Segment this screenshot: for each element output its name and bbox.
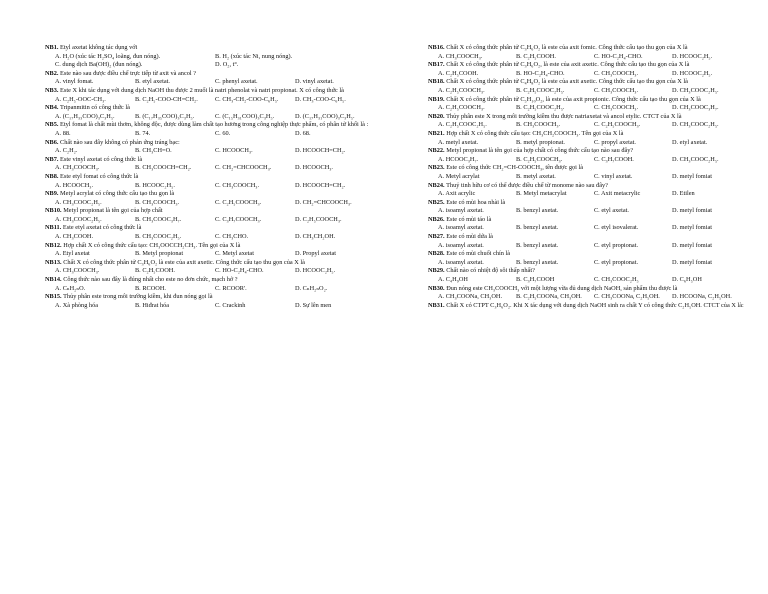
question: [428, 44, 750, 61]
answer-option: D. Propyl axetat: [294, 250, 337, 258]
answer-options: [428, 70, 750, 79]
question-number: NB12.: [45, 241, 62, 249]
answer-option: C. C₃H₇COOCH₃.: [214, 215, 262, 223]
question-text: [45, 224, 375, 233]
answer-option: B. CH₃COOC₃H₇.: [134, 215, 182, 223]
question-stem: Công thức nào sau đây là đúng nhất cho este no đơn chức, mạch hở ?: [61, 276, 238, 284]
question-stem: Đun nóng este CH₃COOCH₃ với một lượng vừa đủ dung dịch NaOH, sản phẩm thu được là: [444, 284, 678, 292]
answer-option: B. C₂H₅COONa, CH₃OH.: [515, 293, 582, 301]
answer-option: A. C₂H₅COOC₂H₅.: [438, 121, 487, 129]
answer-option: B. CH₃COOC₂H₅.: [134, 233, 182, 241]
answer-option: D. CH₃-COO-C₆H₅.: [294, 95, 346, 103]
question: [45, 259, 375, 276]
answer-option: B. H₂ (xúc tác Ni, nung nóng).: [215, 52, 293, 60]
answer-option: B. C₂H₅COOCH₃.: [515, 155, 563, 163]
answer-option: D. C₆H₅OH: [671, 276, 702, 284]
question: [45, 156, 375, 173]
answer-option: B. CH₃COOCH₃.: [134, 198, 180, 206]
question-text: [45, 156, 375, 165]
answer-option: C. CH₃COOC₂H₅: [593, 276, 639, 284]
answer-options: [45, 233, 375, 242]
answer-option: C. Metyl axetat: [214, 250, 254, 258]
answer-option: C. HO-C₂H₄-CHO.: [593, 52, 643, 60]
answer-options: [428, 190, 750, 199]
question-number: NB1.: [45, 44, 59, 51]
question: [45, 139, 375, 156]
question-text: [45, 259, 375, 268]
question-stem: Chất X có công thức phân tử C₃H₆O₂ là este của axit axetic. Công thức cấu tạo thu gọn của X là: [61, 258, 305, 266]
question: [45, 121, 375, 138]
question: [45, 224, 375, 241]
question-text: [45, 293, 375, 302]
answer-option: C. C₂H₅COOCH₃.: [593, 121, 641, 129]
question-number: NB17.: [428, 61, 445, 69]
question-number: NB6.: [45, 138, 59, 146]
answer-options: [428, 293, 750, 302]
question-number: NB20.: [428, 112, 445, 120]
question: [428, 96, 750, 113]
question-number: NB18.: [428, 78, 445, 86]
question: [428, 147, 750, 164]
question-text: [428, 61, 750, 70]
question-number: NB31.: [428, 301, 445, 309]
answer-option: C. CH₃COOCH₃.: [593, 104, 639, 112]
question-stem: Este nào sau được điều chế trực tiếp từ axit và ancol ?: [58, 69, 197, 77]
answer-options: [45, 285, 375, 294]
answer-option: B. HO-C₂H₄-CHO.: [515, 69, 565, 77]
answer-option: C. etyl propionat.: [593, 241, 639, 249]
question-number: NB2.: [45, 69, 59, 77]
question: [45, 70, 375, 87]
answer-option: D. vinyl axetat.: [294, 78, 334, 86]
answer-option: C. CH₃COOCH₃.: [593, 69, 639, 77]
question-text: [45, 104, 375, 113]
answer-option: D. CH₃COOC₂H₅.: [671, 121, 719, 129]
question-stem: Chất X có công thức phân tử C₅H₁₀O₂, là este của axit propionic. Công thức cấu tạo thu gọn của X là: [444, 95, 701, 103]
question: [45, 87, 375, 104]
answer-options: [45, 96, 375, 105]
right-column: [428, 44, 750, 310]
answer-option: B. etyl axetat.: [134, 78, 170, 86]
question: [45, 44, 375, 70]
question-number: NB11.: [45, 224, 62, 232]
question-text: [45, 173, 375, 182]
question-stem: Este có mùi dứa là: [444, 233, 493, 241]
question-text: [45, 276, 375, 285]
answer-option: A. isoamyl axetat.: [438, 258, 484, 266]
answer-option: C. CH₃COONa, C₂H₅OH.: [593, 293, 660, 301]
answer-options: [45, 250, 375, 259]
question-text: [45, 121, 375, 130]
answer-options: [428, 139, 750, 148]
question-number: NB19.: [428, 95, 445, 103]
answer-option: B. metyl axetat.: [515, 172, 556, 180]
question-text: [45, 70, 375, 79]
question-stem: Metyl propionat là tên gọi của hợp chất có công thức cấu tạo nào sau đây?: [444, 147, 634, 155]
answer-options: [45, 78, 375, 87]
question-stem: Este có mùi chuối chín là: [444, 250, 511, 258]
answer-option: B. CH₃COOCH=CH₂.: [134, 164, 192, 172]
answer-option: B. (C₁₇H₃₅COO)₃C₃H₅.: [134, 112, 195, 120]
question-stem: Thủy phân este X trong môi trường kiềm thu được natriaxetat và ancol etylic. CTCT của X là: [444, 112, 682, 120]
question-number: NB8.: [45, 172, 59, 180]
answer-option: A. C₂H₅-OOC-CH₃.: [55, 95, 106, 103]
answer-option: D. O₂, t°.: [215, 61, 239, 69]
question: [45, 173, 375, 190]
question-number: NB10.: [45, 207, 62, 215]
answer-options: [428, 242, 750, 251]
answer-option: A. HCOOCH₃.: [55, 181, 94, 189]
answer-options: [45, 130, 375, 139]
answer-option: B. Metyl metacrylat: [515, 190, 567, 198]
question-text: [428, 113, 750, 122]
answer-options: [45, 147, 375, 156]
question: [428, 216, 750, 233]
left-column: [45, 44, 375, 310]
question-stem: Chất X có CTPT C₃H₆O₂. Khi X tác dụng với dung dịch NaOH sinh ra chất Y có công thức C₂H₅OH. CTCT của X là:: [444, 301, 744, 309]
answer-option: D. etyl axetat.: [671, 138, 708, 146]
answer-option: A. metyl axetat.: [438, 138, 479, 146]
answer-option: A. H₂O (xúc tác H₂SO₄ loãng, đun nóng).: [55, 52, 161, 60]
question-text: [428, 285, 750, 294]
question-text: [428, 164, 750, 173]
answer-option: D. Sự lên men: [294, 301, 332, 309]
question-text: [45, 87, 375, 96]
answer-option: B. benzyl axetat.: [515, 207, 559, 215]
answer-option: B. HCOOC₂H₅.: [134, 181, 175, 189]
answer-option: A. CH₃COOC₂H₅.: [55, 215, 102, 223]
answer-option: D. metyl fomiat: [671, 207, 713, 215]
answer-option: A. 88.: [55, 129, 71, 137]
question: [428, 267, 750, 284]
answer-option: D. CH₂=CHCOOCH₃.: [294, 198, 352, 206]
question-text: [45, 190, 375, 199]
question-stem: Etyl fomat là chất mùi thơm, không độc, được dùng làm chất tạo hương trong công nghiệp thực phẩm, có phân tử khối là :: [58, 121, 369, 129]
answer-option: C. dung dịch Ba(OH)₂ (đun nóng).: [55, 61, 143, 69]
question-stem: Etyl axetat không tác dụng với: [58, 44, 138, 51]
answer-options: [45, 164, 375, 173]
question-number: NB27.: [428, 233, 445, 241]
question: [45, 293, 375, 310]
answer-option: A. CH₃COONa, CH₃OH.: [438, 293, 503, 301]
question-stem: Chất nào sau đây không có phản ứng tráng bạc:: [58, 138, 180, 146]
question-stem: Este X khi tác dụng với dung dịch NaOH thu được 2 muối là natri phenolat và natri propionat. X có công thức là: [58, 86, 344, 94]
answer-options: [428, 276, 750, 285]
answer-options: [428, 207, 750, 216]
answer-options: [45, 53, 375, 70]
question-text: [428, 78, 750, 87]
answer-option: A. HCOOC₃H₇.: [438, 155, 479, 163]
answer-options: [428, 224, 750, 233]
answer-option: D. HCOOC₂H₅.: [294, 267, 336, 275]
answer-option: D. Etilen: [671, 190, 695, 198]
question-number: NB21.: [428, 129, 445, 137]
question: [428, 78, 750, 95]
answer-options: [45, 302, 375, 311]
answer-option: A. C₄H₉OH: [438, 276, 468, 284]
question: [45, 207, 375, 224]
answer-option: B. CH₃COOCH₃.: [515, 121, 561, 129]
answer-options: [45, 113, 375, 122]
question: [428, 164, 750, 181]
question-stem: Chất X có công thức phân tử C₃H₆O₂, là este của axit axetic. Công thức cấu tạo thu gọn của X là: [444, 61, 690, 69]
question-text: [428, 250, 750, 259]
answer-option: A. CH₃COOC₂H₅.: [55, 198, 102, 206]
question-stem: Thuỷ tinh hữu cơ có thể được điều chế từ monome nào sau đây?: [444, 181, 608, 189]
answer-option: C. propyl axetat.: [593, 138, 636, 146]
answer-option: B. C₂H₅COOH.: [515, 52, 556, 60]
answer-option: B. benzyl axetat.: [515, 224, 559, 232]
answer-option: A. C₂H₂.: [55, 147, 78, 155]
question: [45, 104, 375, 121]
question: [45, 242, 375, 259]
question-text: [428, 44, 750, 53]
answer-option: D. 68.: [294, 129, 311, 137]
answer-option: A. vinyl fomat.: [55, 78, 94, 86]
answer-option: D. CH₃COOC₂H₅.: [671, 86, 719, 94]
question-text: [45, 44, 375, 53]
answer-options: [428, 104, 750, 113]
answer-option: C. etyl axetat.: [593, 207, 629, 215]
question-text: [428, 302, 750, 311]
question-text: [45, 139, 375, 148]
answer-option: A. Xà phòng hóa: [55, 301, 99, 309]
question: [428, 250, 750, 267]
answer-option: C. C₃H₇COOH.: [593, 155, 634, 163]
question: [428, 199, 750, 216]
question-text: [428, 233, 750, 242]
answer-option: A. Etyl axetat: [55, 250, 90, 258]
question-number: NB29.: [428, 267, 445, 275]
answer-option: C. Crackinh: [214, 301, 246, 309]
answer-option: A. CH₃COOCH₃.: [438, 52, 483, 60]
question-stem: Este etyl axetat có công thức là: [61, 224, 142, 232]
answer-options: [45, 182, 375, 191]
question-stem: Metyl acrylat có công thức cấu tạo thu gọn là: [58, 190, 175, 198]
answer-option: B. Metyl propionat: [134, 250, 184, 258]
question-number: NB3.: [45, 86, 59, 94]
answer-option: C. vinyl axetat.: [593, 172, 633, 180]
question-text: [428, 96, 750, 105]
answer-option: B. 74.: [134, 129, 151, 137]
question-stem: Chất nào có nhiệt độ sôi thấp nhất?: [444, 267, 535, 275]
answer-options: [428, 173, 750, 182]
answer-options: [45, 199, 375, 208]
answer-option: D. HCOOCH₃.: [294, 164, 334, 172]
answer-option: D. HCOOCH=CH₂.: [294, 147, 346, 155]
question-text: [428, 199, 750, 208]
answer-option: D. HCOONa, C₂H₅OH.: [671, 293, 732, 301]
answer-option: A. isoamyl axetat.: [438, 207, 484, 215]
answer-option: C. CH₃COOCH₃.: [214, 181, 260, 189]
question: [428, 233, 750, 250]
question-number: NB28.: [428, 250, 445, 258]
question-stem: Este có mùi táo là: [444, 215, 492, 223]
answer-option: B. C₂H₅-COO-CH=CH₂.: [134, 95, 198, 103]
answer-options: [428, 53, 750, 62]
answer-option: C. etyl propionat.: [593, 258, 639, 266]
answer-option: C. RCOOR'.: [214, 284, 247, 292]
answer-option: D. metyl fomiat: [671, 241, 713, 249]
answer-option: D. HCOOC₂H₅.: [671, 69, 713, 77]
question: [428, 302, 750, 311]
answer-option: C. Axit metacrylic: [593, 190, 641, 198]
answer-option: C. HCOOCH₃.: [214, 147, 253, 155]
answer-option: A. CₙH₂ₙO.: [55, 284, 86, 292]
answer-option: A. CH₃COOCH₃.: [55, 164, 100, 172]
answer-option: B. Hiđrat hóa: [134, 301, 170, 309]
answer-option: B. benzyl axetat.: [515, 241, 559, 249]
question-number: NB15.: [45, 293, 62, 301]
question-text: [45, 242, 375, 251]
answer-option: B. benzyl axetat.: [515, 258, 559, 266]
question-number: NB30.: [428, 284, 445, 292]
answer-option: B. CH₃CH=O.: [134, 147, 172, 155]
question-stem: Este vinyl axetat có công thức là: [58, 155, 143, 163]
answer-option: D. metyl fomiat: [671, 258, 713, 266]
question: [428, 61, 750, 78]
answer-option: C. CH₃-CH₂-COO-C₆H₅.: [214, 95, 279, 103]
answer-option: A. (C₁₇H₃₃COO)₃C₃H₅.: [55, 112, 115, 120]
answer-option: D. CH₃COOC₂H₅.: [671, 155, 719, 163]
question: [428, 130, 750, 147]
question-stem: Thủy phân este trong môi trường kiềm, khi đun nóng gọi là: [61, 293, 213, 301]
answer-options: [45, 267, 375, 276]
question-text: [45, 207, 375, 216]
answer-option: A. C₂H₅COOH.: [438, 69, 479, 77]
question-number: NB4.: [45, 104, 59, 112]
answer-option: D. C₂H₅COOCH₃.: [294, 215, 342, 223]
question-stem: Tripanmitin có công thức là: [58, 104, 130, 112]
answer-options: [428, 87, 750, 96]
question-stem: Chất X có công thức phân tử C₃H₆O₂ là este của axit fomic. Công thức cấu tạo thu gọn của X là: [444, 44, 688, 51]
question-text: [428, 182, 750, 191]
question-text: [428, 216, 750, 225]
question-number: NB23.: [428, 164, 445, 172]
answer-option: C. CH₃CHO.: [214, 233, 249, 241]
answer-option: A. CH₃COOCH₃.: [55, 267, 100, 275]
answer-option: B. C₃H₇COOH: [515, 276, 555, 284]
question-number: NB5.: [45, 121, 59, 129]
answer-option: A. isoamyl axetat.: [438, 241, 484, 249]
answer-option: D. CH₃CH₂OH.: [294, 233, 336, 241]
question: [428, 182, 750, 199]
question-stem: Este có mùi hoa nhài là: [444, 198, 506, 206]
answer-option: A. C₂H₅COOCH₃.: [438, 104, 485, 112]
answer-option: B. C₂H₅COOH.: [134, 267, 175, 275]
question-stem: Hợp chất X có công thức cấu tạo: CH₃CH₂COOCH₃. Tên gọi của X là: [444, 129, 624, 137]
question-number: NB26.: [428, 215, 445, 223]
answer-option: C. CH₃COOCH₃.: [593, 86, 639, 94]
answer-option: C. 60.: [214, 129, 231, 137]
answer-option: D. CₙH₂ₙO₂.: [294, 284, 328, 292]
answer-option: D. (C₁₇H₃₁COO)₃C₃H₅.: [294, 112, 355, 120]
answer-option: C. etyl isovalerat.: [593, 224, 639, 232]
answer-option: A. C₂H₅COOCH₃.: [438, 86, 485, 94]
answer-option: C. HO-C₂H₄-CHO.: [214, 267, 264, 275]
question-text: [428, 130, 750, 139]
answer-option: C. CH₂=CHCOOCH₃.: [214, 164, 272, 172]
answer-option: D. metyl fomiat: [671, 172, 713, 180]
answer-option: D. HCOOC₂H₅.: [671, 52, 713, 60]
question-number: NB7.: [45, 155, 59, 163]
question-stem: Este có công thức CH₂=CH-COOCH₃, tên được gọi là: [444, 164, 584, 172]
question-number: NB24.: [428, 181, 445, 189]
question-stem: Hợp chất X có công thức cấu tạo: CH₃OOCCH₂CH₃. Tên gọi của X là: [61, 241, 241, 249]
answer-option: A. Metyl acrylat: [438, 172, 480, 180]
answer-option: B. metyl propionat.: [515, 138, 565, 146]
answer-option: C. C₂H₅COOCH₃.: [214, 198, 262, 206]
answer-option: B. RCOOH.: [134, 284, 166, 292]
question: [45, 276, 375, 293]
answer-options: [428, 156, 750, 165]
question-text: [428, 267, 750, 276]
answer-options: [428, 259, 750, 268]
question-number: NB22.: [428, 147, 445, 155]
question-number: NB16.: [428, 44, 445, 51]
answer-option: C. (C₁₅H₃₁COO)₃C₃H₅.: [214, 112, 275, 120]
answer-option: A. CH₃COOH.: [55, 233, 94, 241]
question: [428, 285, 750, 302]
answer-option: D. CH₃COOC₃H₇.: [671, 104, 719, 112]
question-stem: Metyl propionat là tên gọi của hợp chất: [61, 207, 163, 215]
answer-option: D. metyl fomiat: [671, 224, 713, 232]
question-number: NB14.: [45, 276, 62, 284]
question: [45, 190, 375, 207]
question-stem: Chất X có công thức phân tử C₄H₈O₂ là este của axit axetic. Công thức cấu tạo thu gọn của X là: [444, 78, 688, 86]
answer-option: A. Axit acrylic: [438, 190, 476, 198]
question-number: NB13.: [45, 258, 62, 266]
question: [428, 113, 750, 130]
answer-option: D. HCOOCH=CH₂.: [294, 181, 346, 189]
answer-options: [45, 216, 375, 225]
answer-option: B. C₂H₅COOC₂H₅.: [515, 86, 565, 94]
question-number: NB25.: [428, 198, 445, 206]
question-text: [428, 147, 750, 156]
answer-options: [428, 121, 750, 130]
question-stem: Este etyl fomat có công thức là: [58, 172, 139, 180]
answer-option: A. isoamyl axetat.: [438, 224, 484, 232]
answer-option: B. C₂H₅COOC₂H₅.: [515, 104, 565, 112]
question-number: NB9.: [45, 190, 59, 198]
answer-option: C. phenyl axetat.: [214, 78, 258, 86]
